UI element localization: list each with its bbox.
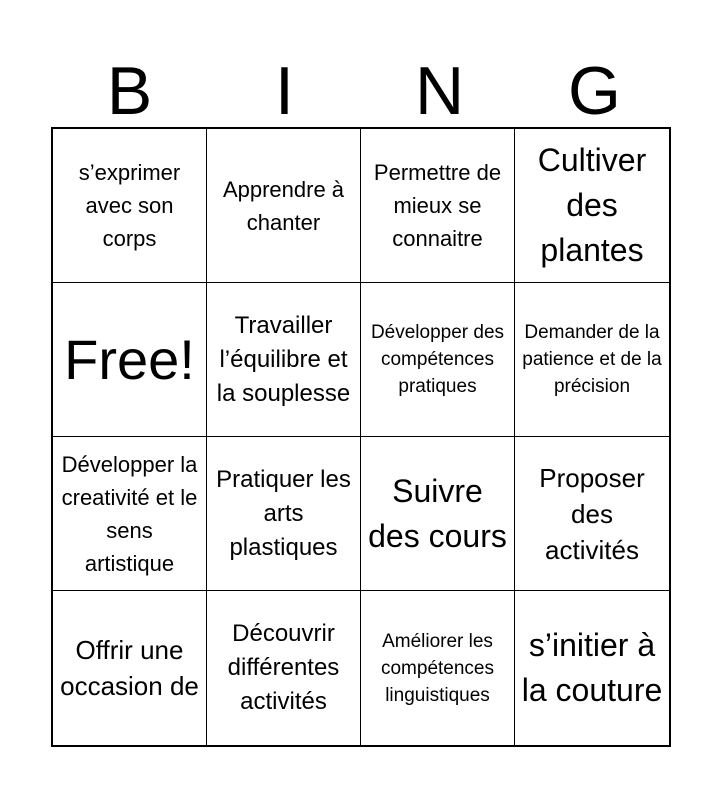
bingo-cell-text: Cultiver des plantes xyxy=(537,142,647,268)
bingo-cell-text: Améliorer les compétences linguistiques xyxy=(380,630,494,706)
header-letter-n: N xyxy=(414,53,465,129)
bingo-cell[interactable] xyxy=(515,129,669,283)
bingo-cell-text: Suivre des cours xyxy=(368,472,507,554)
bingo-cell[interactable] xyxy=(207,129,361,283)
bingo-cell[interactable] xyxy=(361,437,515,591)
bingo-cell[interactable] xyxy=(361,591,515,745)
bingo-cell[interactable] xyxy=(207,591,361,745)
bingo-cell[interactable] xyxy=(361,129,515,283)
bingo-cell-text: s’initier à la couture xyxy=(521,627,663,708)
header-letter-b: B xyxy=(106,53,153,129)
bingo-cell-text: Développer la creativité et le sens artistique xyxy=(61,451,198,576)
bingo-cell[interactable] xyxy=(515,591,669,745)
bingo-cell-text: Travailler l’équilibre et la souplesse xyxy=(216,311,351,407)
bingo-cell[interactable] xyxy=(53,591,207,745)
bingo-cell[interactable] xyxy=(53,129,207,283)
bingo-header xyxy=(52,53,672,129)
bingo-cell[interactable] xyxy=(207,437,361,591)
bingo-cell-text: Pratiquer les arts plastiques xyxy=(216,465,351,561)
bingo-cell-text: Découvrir différentes activités xyxy=(227,620,340,715)
free-space-text: Free! xyxy=(64,327,195,391)
bingo-cell-text: Développer des compétences pratiques xyxy=(370,322,505,397)
bingo-cell-text: Permettre de mieux se connaitre xyxy=(373,160,502,251)
header-letter-i: I xyxy=(275,53,294,129)
bingo-cell[interactable] xyxy=(207,283,361,437)
bingo-cell[interactable] xyxy=(361,283,515,437)
free-space-cell[interactable] xyxy=(53,283,207,437)
bingo-cell-text: Apprendre à chanter xyxy=(222,176,345,235)
header-letter-g: G xyxy=(568,53,621,129)
bingo-cell[interactable] xyxy=(515,437,669,591)
bingo-cell-text: s’exprimer avec son corps xyxy=(78,160,181,251)
bingo-cell-text: Proposer des activités xyxy=(539,462,645,565)
bingo-cell-text: Demander de la patience et de la précision xyxy=(522,322,662,397)
bingo-card-grid xyxy=(51,127,671,747)
bingo-cell-text: Offrir une occasion de xyxy=(60,635,199,701)
bingo-cell[interactable] xyxy=(53,437,207,591)
bingo-cell[interactable] xyxy=(515,283,669,437)
